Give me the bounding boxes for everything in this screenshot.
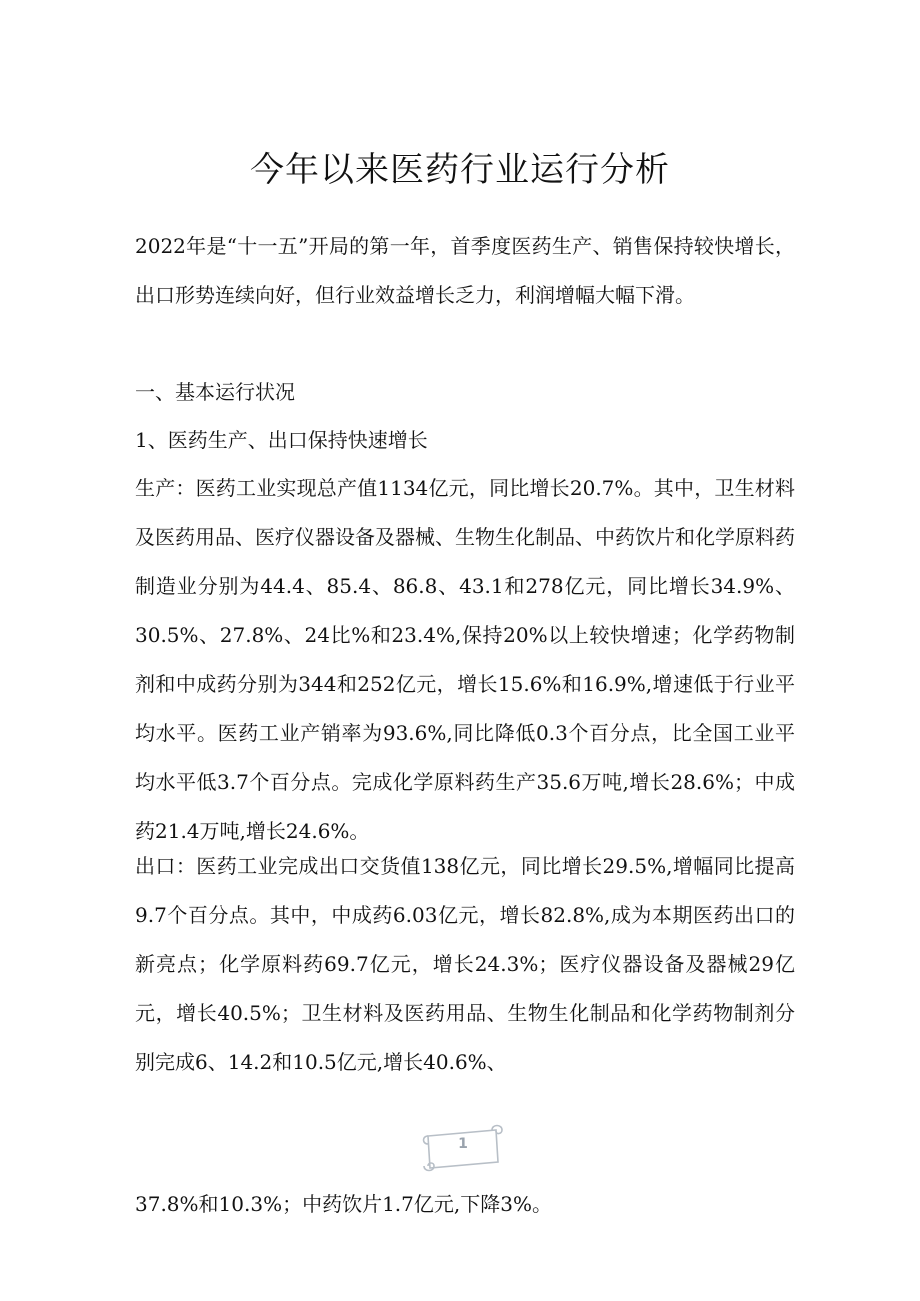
subsection-heading: 1、医药生产、出口保持快速增长	[135, 428, 428, 452]
page-number-badge	[418, 1122, 508, 1174]
continued-paragraph: 37.8%和10.3%；中药饮片1.7亿元,下降3%。	[135, 1192, 552, 1216]
section-heading: 一、基本运行状况	[135, 380, 295, 404]
export-paragraph: 出口：医药工业完成出口交货值138亿元，同比增长29.5%,增幅同比提高9.7个百分点。其中，中成药6.03亿元，增长82.8%,成为本期医药出口的新亮点；化学原料药69.7亿元，增长24.3%；医疗仪器设备及器械29亿元，增长40.5%；卫生材料及医药用品、生物生化制品和化学药物制剂分别完成6、14.2和10.5亿元,增长40.6%、	[135, 854, 795, 1074]
document-title: 今年以来医药行业运行分析	[250, 150, 670, 190]
intro-paragraph: 2022年是“十一五”开局的第一年，首季度医药生产、销售保持较快增长，出口形势连续向好，但行业效益增长乏力，利润增幅大幅下滑。	[135, 234, 795, 307]
page-number: 1	[458, 1136, 468, 1152]
production-paragraph: 生产：医药工业实现总产值1134亿元，同比增长20.7%。其中，卫生材料及医药用品、医疗仪器设备及器械、生物生化制品、中药饮片和化学原料药制造业分别为44.4、85.4、86.8、43.1和278亿元，同比增长34.9%、30.5%、27.8%、24比%和23.4%,保持20%以上较快增速；化学药物制剂和中成药分别为344和252亿元，增长15.6%和16.9%,增速低于行业平均水平。医药工业产销率为93.6%,同比降低0.3个百分点，比全国工业平均水平低3.7个百分点。完成化学原料药生产35.6万吨,增长28.6%；中成药21.4万吨,增长24.6%。	[135, 476, 795, 843]
